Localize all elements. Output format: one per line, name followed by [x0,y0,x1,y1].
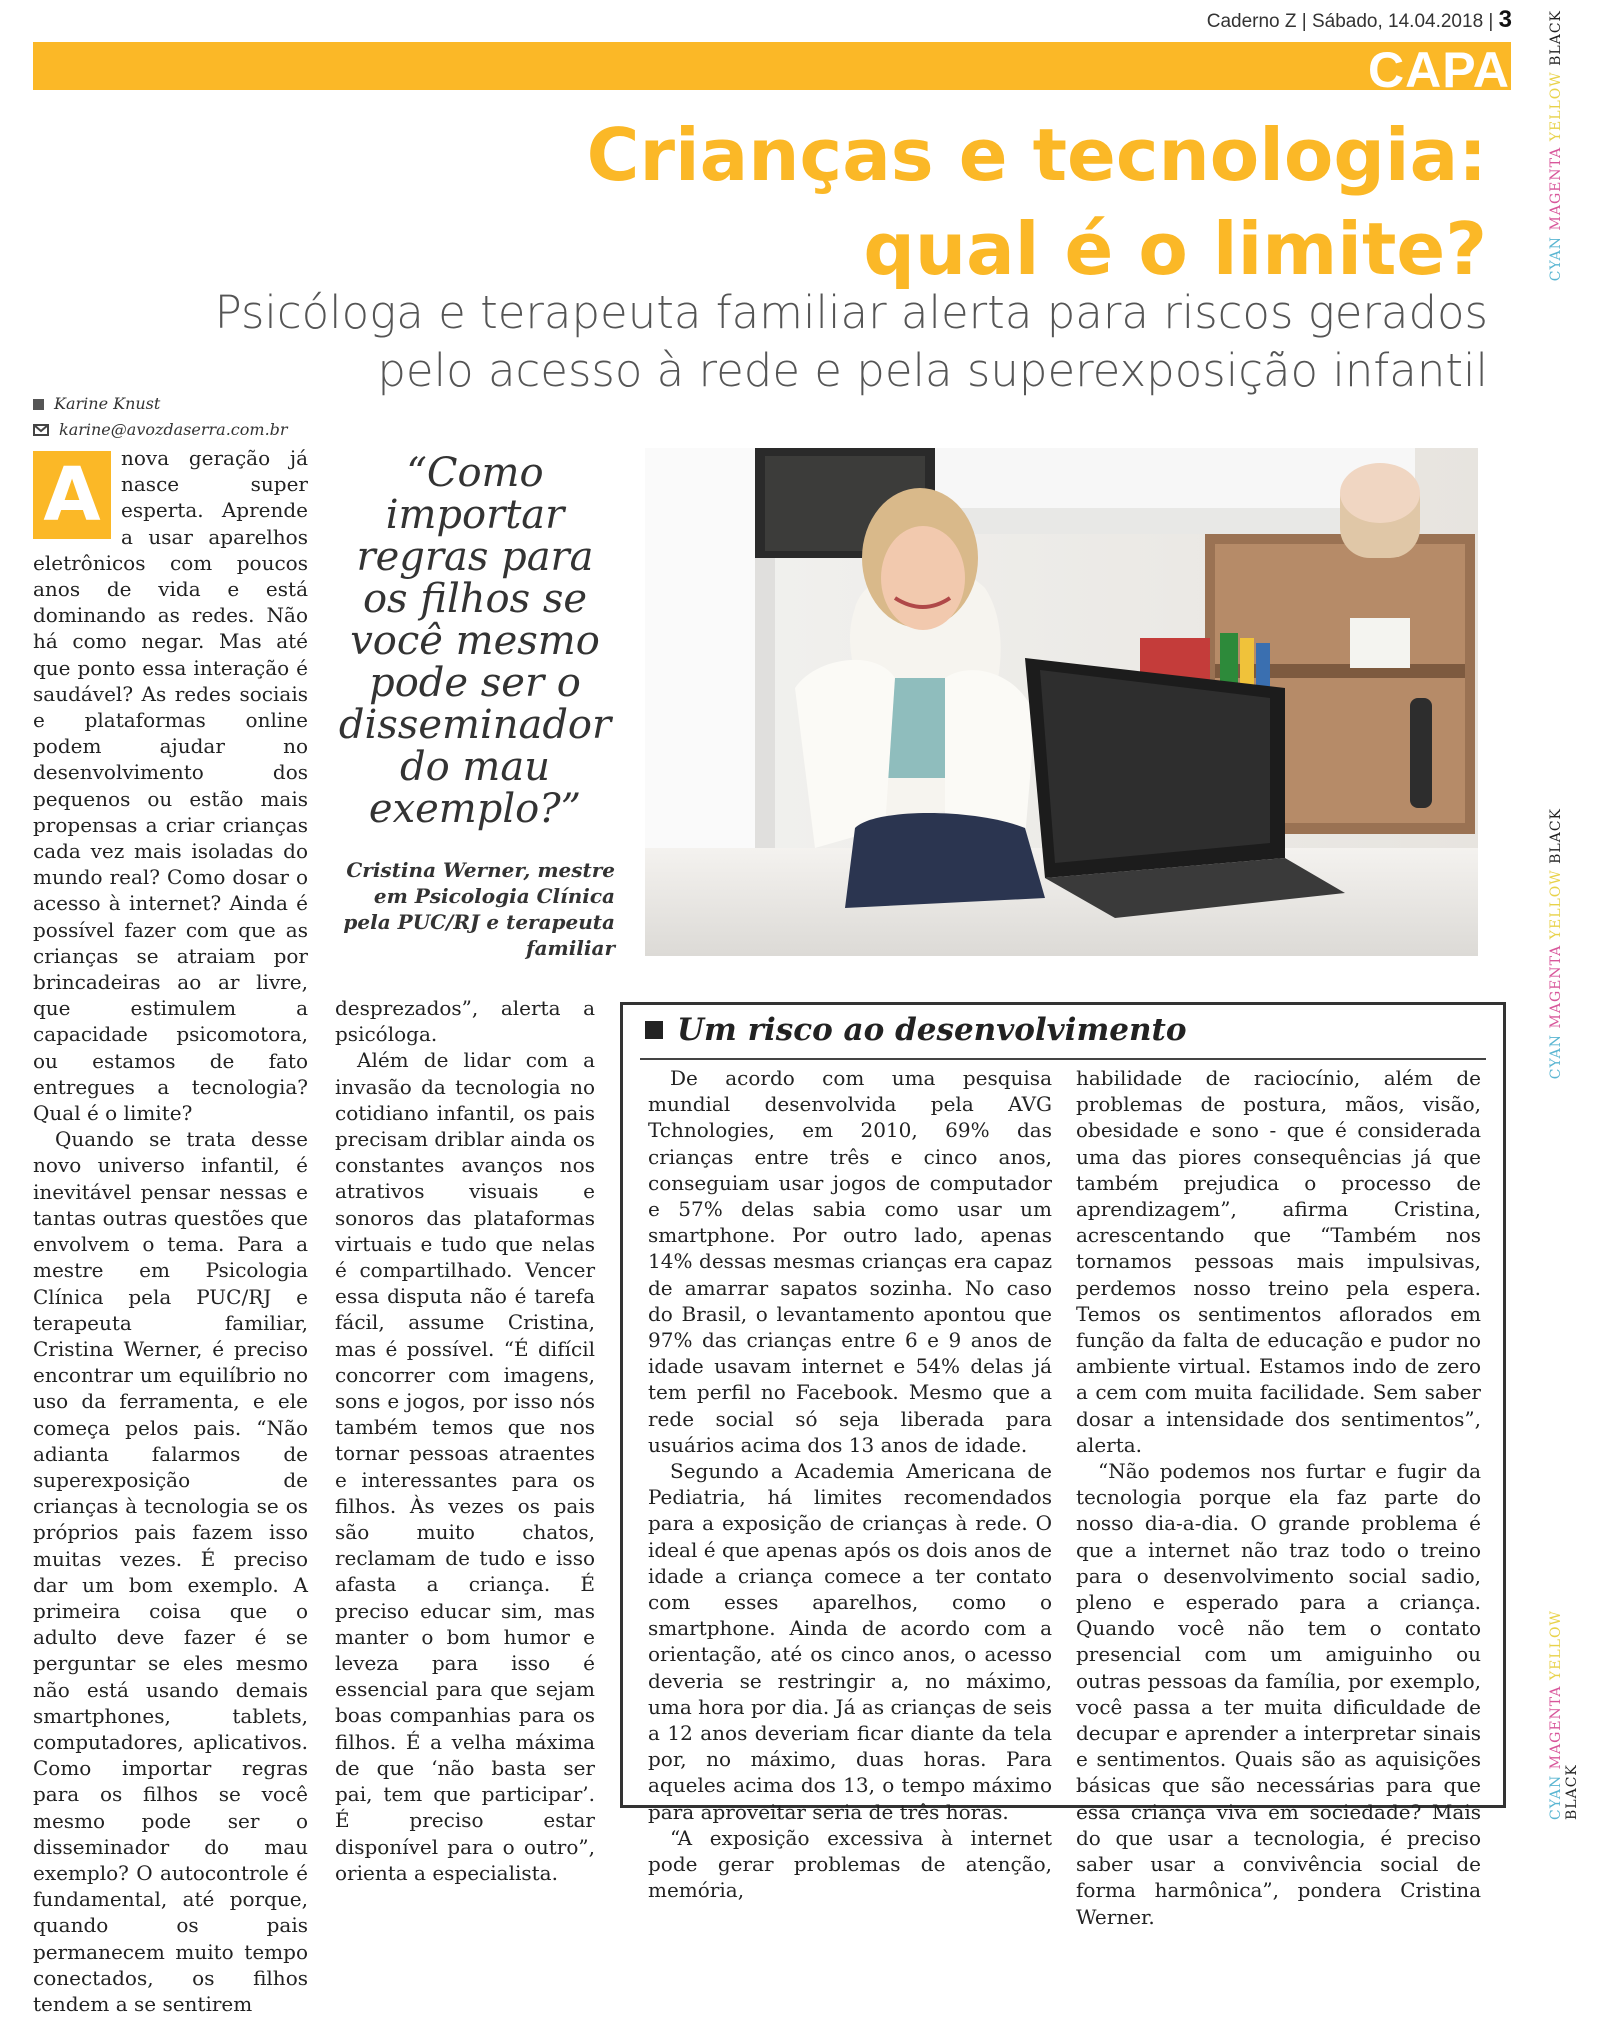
publication-info: Caderno Z | Sábado, 14.04.2018 | [1206,11,1494,32]
article-column-2 [335,995,595,1886]
section-label: CAPA [1368,42,1510,98]
article-column-1 [33,445,308,2017]
author-name: Karine Knust [54,394,161,413]
sidebar-paragraph: Segundo a Academia Americana de Pediatria, há limites recomendados para a exposição de crianças à rede. O ideal é que apenas após os dois anos de idade a criança comece a ter contato com esses aparelhos, como o smartphone. Ainda de acordo com a orientação, até os cinco anos, o acesso deveria se restringir a, no máximo, uma hora por dia. Já as crianças de seis a 12 anos deveriam ficar diante da tela por, no máximo, duas horas. Para aqueles acima dos 13, o tempo máximo para aproveitar seria de três horas. [648,1459,1052,1824]
page-number: 3 [1498,6,1512,33]
section-bar [33,42,1511,90]
page-header [1207,6,1512,34]
sidebar-column-2 [1076,1065,1481,1930]
headline-line-2: qual é o limite? [863,207,1487,291]
article-photo [645,448,1478,956]
headline-line-1: Crianças e tecnologia: [586,113,1487,197]
sidebar-paragraph: “A exposição excessiva à internet pode gerar problemas de atenção, memória, [648,1825,1052,1903]
byline [33,391,288,443]
square-bullet-icon [33,399,44,410]
print-color-marks: CYAN MAGENTA YELLOW BLACK [1548,808,1564,1080]
pull-quote-attribution: Cristina Werner, mestre em Psicologia Clínica pela PUC/RJ e terapeuta familiar [343,858,615,960]
article-paragraph: Além de lidar com a invasão da tecnologia no cotidiano infantil, os pais precisam driblar ainda os constantes avanços nos atrativos visuais e sonoros das plataformas virtuais e tudo que nelas é compartilhado. Vencer essa disputa não é tarefa fácil, assume Cristina, mas é possível. “É difícil concorrer com imagens, sons e jogos, por isso nós também temos que nos tornar pessoas atraentes e interessantes para os filhos. Às vezes os pais são muito chatos, reclamam de tudo e isso afasta a criança. É preciso educar sim, mas manter o bom humor e leveza para isso é essencial para que sejam boas companhias para os filhos. É a velha máxima de que ‘não basta ser pai, tem que participar’. É preciso estar disponível para o outro”, orienta a especialista. [335,1048,595,1885]
subheadline-line-1: Psicóloga e terapeuta familiar alerta para riscos gerados [214,286,1488,339]
headline [287,108,1487,296]
sidebar-paragraph: habilidade de raciocínio, além de problemas de postura, mãos, visão, obesidade e sono - que é considerada uma das piores consequências já que também prejudica o processo de aprendizagem”, afirma Cristina, acrescentando que “Também nos tornamos pessoas mais impulsivas, perdemos nosso treino pela espera. Temos os sentimentos aflorados em função da falta de educação e pudor no ambiente virtual. Estamos indo de zero a cem com muita facilidade. Sem saber dosar a intensidade dos sentimentos”, alerta. [1076,1066,1481,1457]
sidebar-paragraph: De acordo com uma pesquisa mundial desenvolvida pela AVG Tchnologies, em 2010, 69% das crianças entre três e cinco anos, conseguiam usar jogos de computador e 57% delas sabia como usar um smartphone. Por outro lado, apenas 14% dessas mesmas crianças era capaz de amarrar sapatos sozinha. No caso do Brasil, o levantamento apontou que 97% das crianças entre 6 e 9 anos de idade usavam internet e 54% delas já tem perfil no Facebook. Mesmo que a rede social só seja liberada para usuários acima dos 13 anos de idade. [648,1066,1052,1457]
sidebar-title [645,1012,1187,1048]
sidebar-divider [640,1058,1486,1060]
subheadline-line-2: pelo acesso à rede e pela superexposição infantil [377,344,1488,397]
print-color-marks: CYAN MAGENTA YELLOW BLACK [1548,10,1564,282]
sidebar-title-text: Um risco ao desenvolvimento [677,1012,1187,1048]
byline-author-row [33,391,288,417]
sidebar-column-1 [648,1065,1052,1904]
envelope-icon [33,424,49,436]
article-paragraph: nova geração já nasce super esperta. Aprende a usar aparelhos eletrônicos com poucos anos de vida e está dominando as redes. Não há como negar. Mas até que ponto essa interação é saudável? As redes sociais e plataformas online podem ajudar no desenvolvimento dos pequenos ou estão mais propensas a criar crianças cada vez mais isoladas do mundo real? Como dosar o acesso à internet? Ainda é possível fazer com que as crianças se atraiam por brincadeiras ao ar livre, que estimulem a capacidade psicomotora, ou estamos de fato entregues a tecnologia? Qual é o limite? [33,446,308,1126]
article-paragraph: Quando se trata desse novo universo infantil, é inevitável pensar nessas e tantas outras questões que envolvem o tema. Para a mestre em Psicologia Clínica pela PUC/RJ e terapeuta familiar, Cristina Werner, é preciso encontrar um equilíbrio no uso da ferramenta, e ele começa pelos pais. “Não adianta falarmos de superexposição de crianças à tecnologia se os próprios pais fazem isso muitas vezes. É preciso dar um bom exemplo. A primeira coisa que o adulto deve fazer é se perguntar se eles mesmo não está usando demais smartphones, tablets, computadores, aplicativos. Como importar regras para os filhos se você mesmo pode ser o disseminador do mau exemplo? O autocontrole é fundamental, até porque, quando os pais permanecem muito tempo conectados, os filhos tendem a se sentirem [33,1127,308,2016]
subheadline [188,284,1488,400]
article-paragraph: desprezados”, alerta a psicóloga. [335,996,595,1047]
sidebar-paragraph: “Não podemos nos furtar e fugir da tecnologia porque ela faz parte do nosso dia-a-dia. O grande problema é que a internet não traz todo o treino para o desenvolvimento social sadio, pleno e esperado para a criança. Quando você não tem o contato presencial com um amiguinho ou outras pessoas da família, por exemplo, você passa a ter muita dificuldade de decupar e aprender a interpretar sinais e sentimentos. Quais são as aquisições básicas que são necessárias para que essa criança viva em sociedade? Mais do que usar a tecnologia, é preciso saber usar a convivência social de forma harmônica”, pondera Cristina Werner. [1076,1459,1481,1929]
photo-psychologist-illustration [645,448,1478,956]
author-email[interactable]: karine@avozdaserra.com.br [59,420,288,439]
byline-email-row [33,417,288,443]
print-color-marks: CYAN MAGENTA YELLOW BLACK [1548,1610,1580,1820]
square-bullet-icon [645,1021,663,1039]
pull-quote: “Como importar regras para os filhos se você mesmo pode ser o disseminador do mau exemplo?” [338,450,612,832]
drop-cap: A [33,451,111,539]
